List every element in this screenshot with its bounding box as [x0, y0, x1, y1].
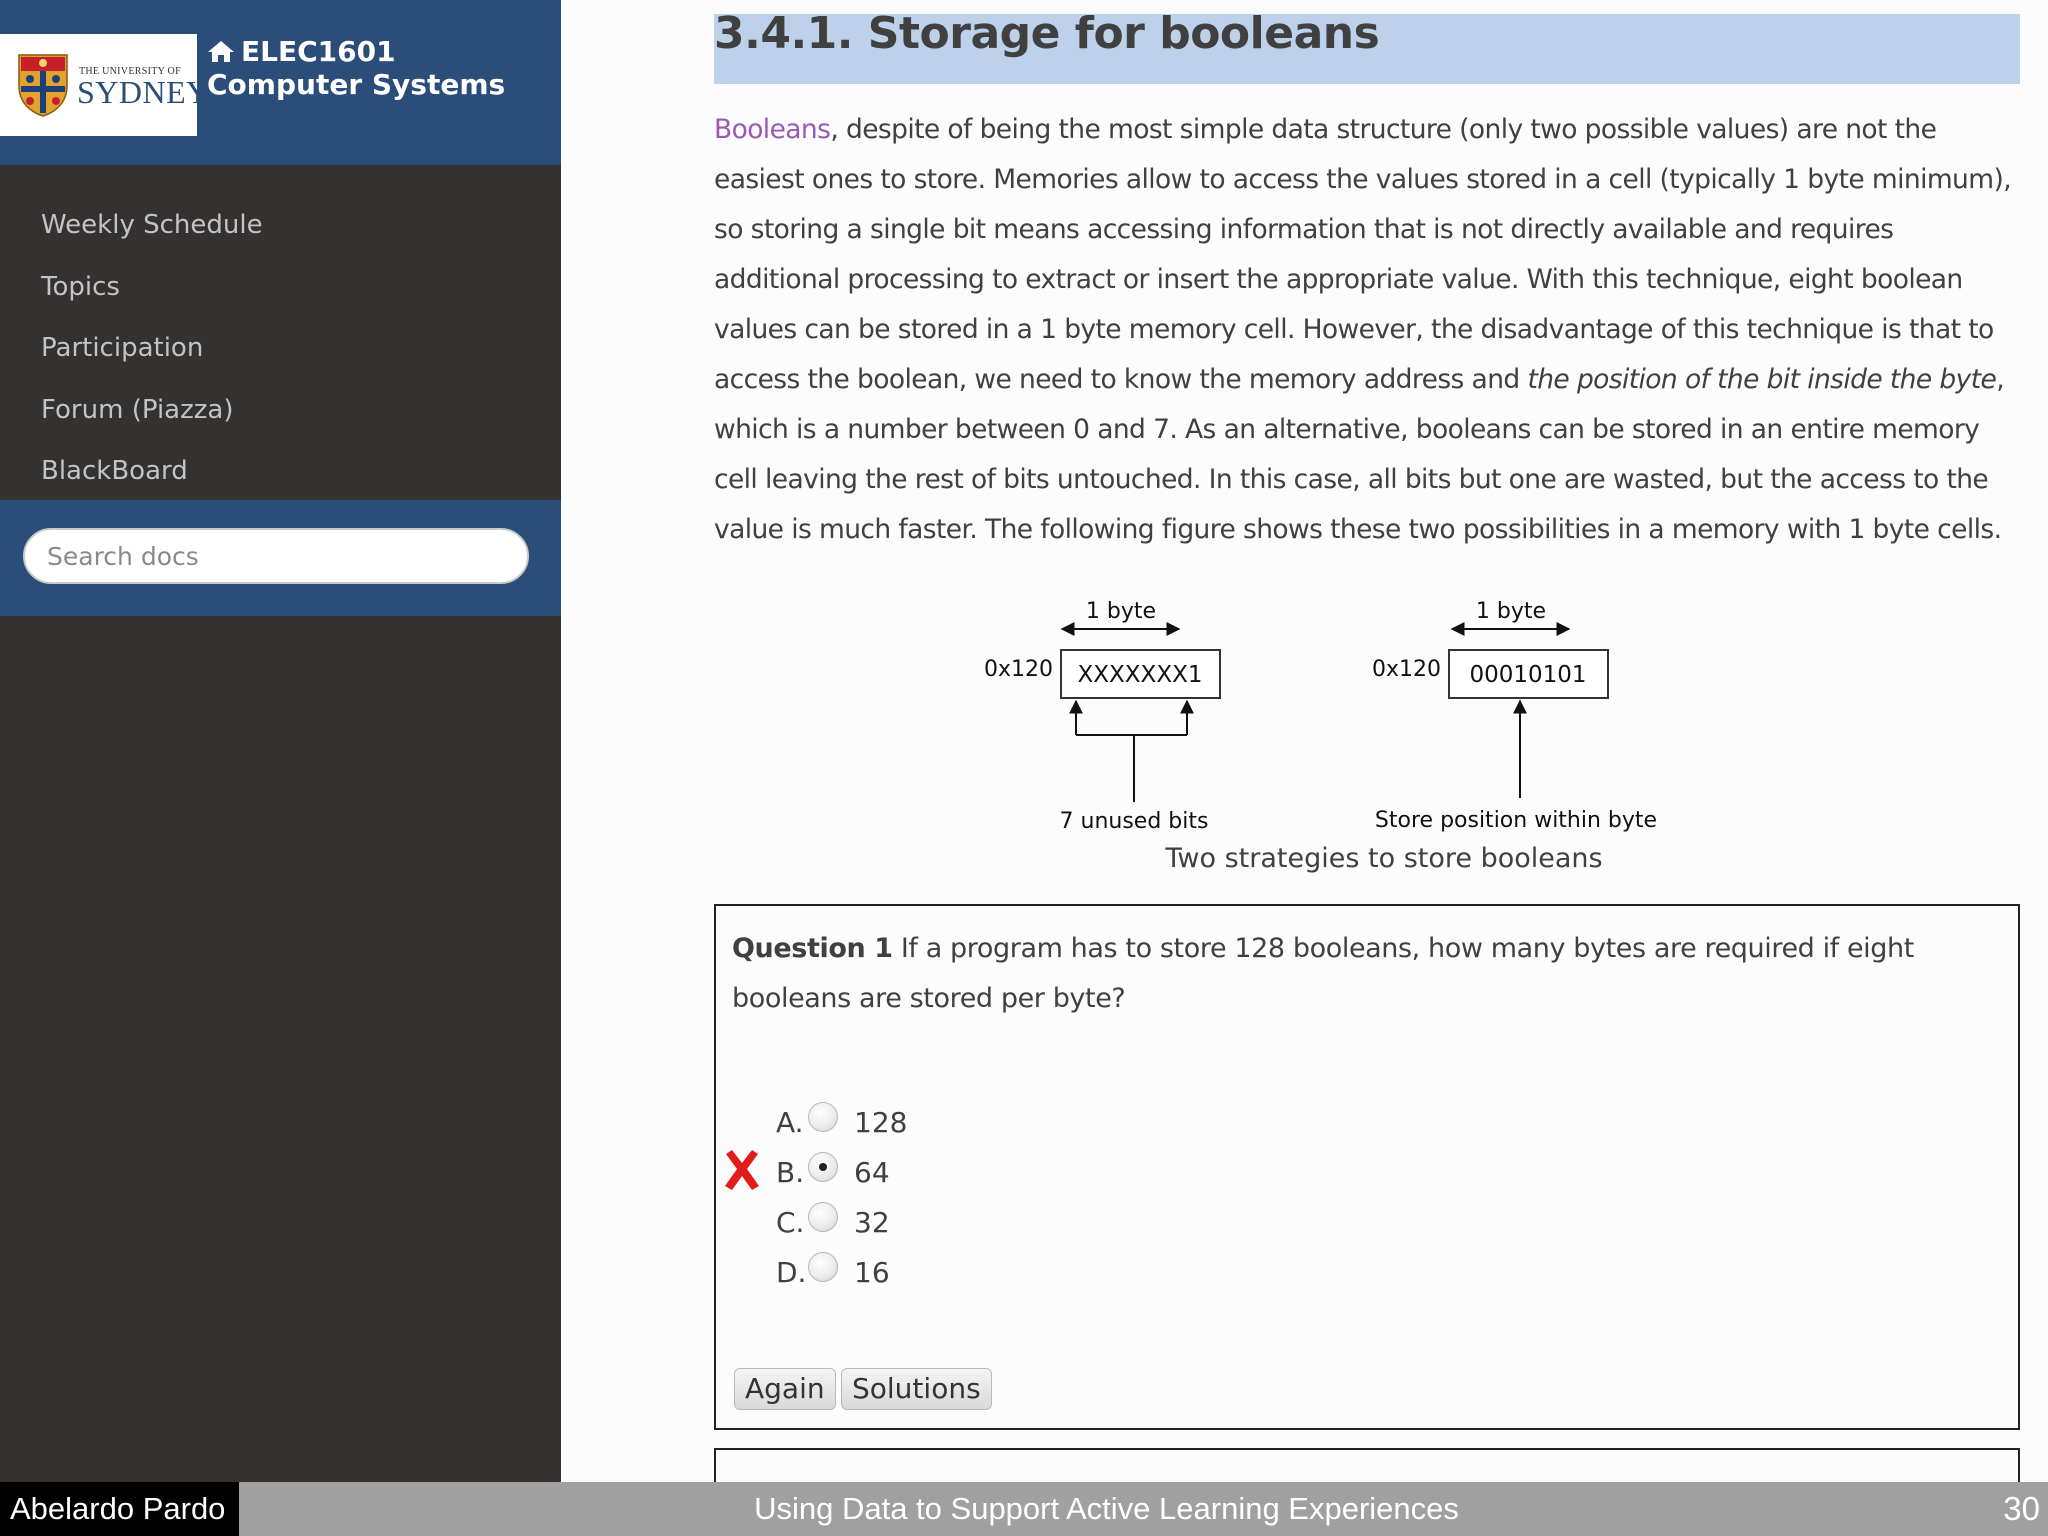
option-letter: B. — [776, 1156, 805, 1189]
university-logo[interactable] — [0, 34, 210, 136]
question-text — [732, 924, 2002, 1024]
option-c-radio[interactable] — [808, 1202, 838, 1232]
option-b[interactable] — [716, 1148, 1016, 1198]
option-letter: D. — [776, 1256, 807, 1289]
right-note: Store position within byte — [1374, 808, 1658, 833]
question-body: If a program has to store 128 booleans, how many bytes are required if eight booleans are stored per byte? — [732, 933, 1914, 1014]
right-cell-value: 00010101 — [1469, 662, 1587, 688]
left-width-label: 1 byte — [1085, 599, 1157, 624]
home-icon — [207, 39, 235, 63]
project-title: ELEC1601 Computer Systems — [207, 35, 506, 101]
option-value: 64 — [854, 1156, 890, 1189]
option-c[interactable] — [716, 1198, 1016, 1248]
paragraph-text-2: , which is a number between 0 and 7. As an alternative, booleans can be stored in an entire memory cell leaving the rest of bits untouched. In this case, all bits but one are wasted, but the access to the value is much faster. The following figure shows these two possibilities in a memory with 1 byte cells. — [714, 364, 2005, 545]
sidebar-item-forum[interactable]: Forum (Piazza) — [41, 394, 234, 425]
sidebar-nav — [0, 195, 561, 503]
booleans-link[interactable]: Booleans — [714, 114, 831, 145]
right-address: 0x120 — [1371, 657, 1441, 682]
option-d[interactable] — [716, 1248, 1016, 1298]
paragraph-text-1: , despite of being the most simple data structure (only two possible values) are not the easiest ones to store. Memories allow to access the values stored in a cell (typically 1 byte minimum), so storing a single bit means accessing information that is not directly available and requires additional processing to extract or insert the appropriate value. With this technique, eight boolean values can be stored in a 1 byte memory cell. However, the disadvantage of this technique is that to access the boolean, we need to know the memory address and — [714, 114, 2012, 395]
author-name: Abelardo Pardo — [0, 1482, 239, 1536]
cross-icon — [722, 1148, 762, 1192]
option-value: 128 — [854, 1106, 908, 1139]
sidebar-header — [0, 0, 561, 165]
paragraph-emphasis: the position of the bit inside the byte — [1527, 364, 1997, 395]
option-a-radio[interactable] — [808, 1102, 838, 1132]
option-value: 32 — [854, 1206, 890, 1239]
option-letter: A. — [776, 1106, 804, 1139]
boolean-storage-figure — [983, 585, 1754, 885]
page-title: 3.4.1. Storage for booleans — [714, 8, 1380, 59]
left-note: 7 unused bits — [1059, 809, 1209, 834]
figure-diagram — [983, 585, 1754, 835]
again-button[interactable]: Again — [734, 1368, 836, 1410]
search-input[interactable] — [23, 528, 529, 584]
sidebar-item-blackboard[interactable]: BlackBoard — [41, 456, 188, 486]
body-paragraph — [714, 105, 2024, 555]
search-area — [0, 500, 561, 616]
option-b-radio[interactable] — [808, 1152, 838, 1182]
presentation-footer — [0, 1482, 2048, 1536]
quiz-question-1 — [714, 904, 2020, 1430]
project-title-link[interactable] — [207, 35, 552, 101]
solutions-button[interactable]: Solutions — [841, 1368, 992, 1410]
option-value: 16 — [854, 1256, 890, 1289]
crest-icon — [16, 52, 70, 118]
option-a[interactable] — [716, 1098, 1016, 1148]
option-d-radio[interactable] — [808, 1252, 838, 1282]
question-label: Question 1 — [732, 933, 893, 964]
option-letter: C. — [776, 1206, 805, 1239]
sidebar-item-topics[interactable]: Topics — [41, 271, 120, 302]
slide-number: 30 — [2003, 1490, 2040, 1527]
sidebar-item-weekly-schedule[interactable]: Weekly Schedule — [41, 210, 263, 240]
right-width-label: 1 byte — [1475, 599, 1547, 624]
left-address: 0x120 — [983, 657, 1053, 682]
left-cell-value: XXXXXXX1 — [1077, 662, 1203, 688]
sidebar — [0, 0, 561, 1482]
talk-title: Using Data to Support Active Learning Experiences — [754, 1491, 1459, 1526]
logo-small-text: THE UNIVERSITY OF — [79, 66, 181, 77]
logo-big-text: SYDNEY — [77, 74, 210, 110]
figure-caption: Two strategies to store booleans — [1165, 843, 1603, 874]
sidebar-item-participation[interactable]: Participation — [41, 333, 204, 363]
